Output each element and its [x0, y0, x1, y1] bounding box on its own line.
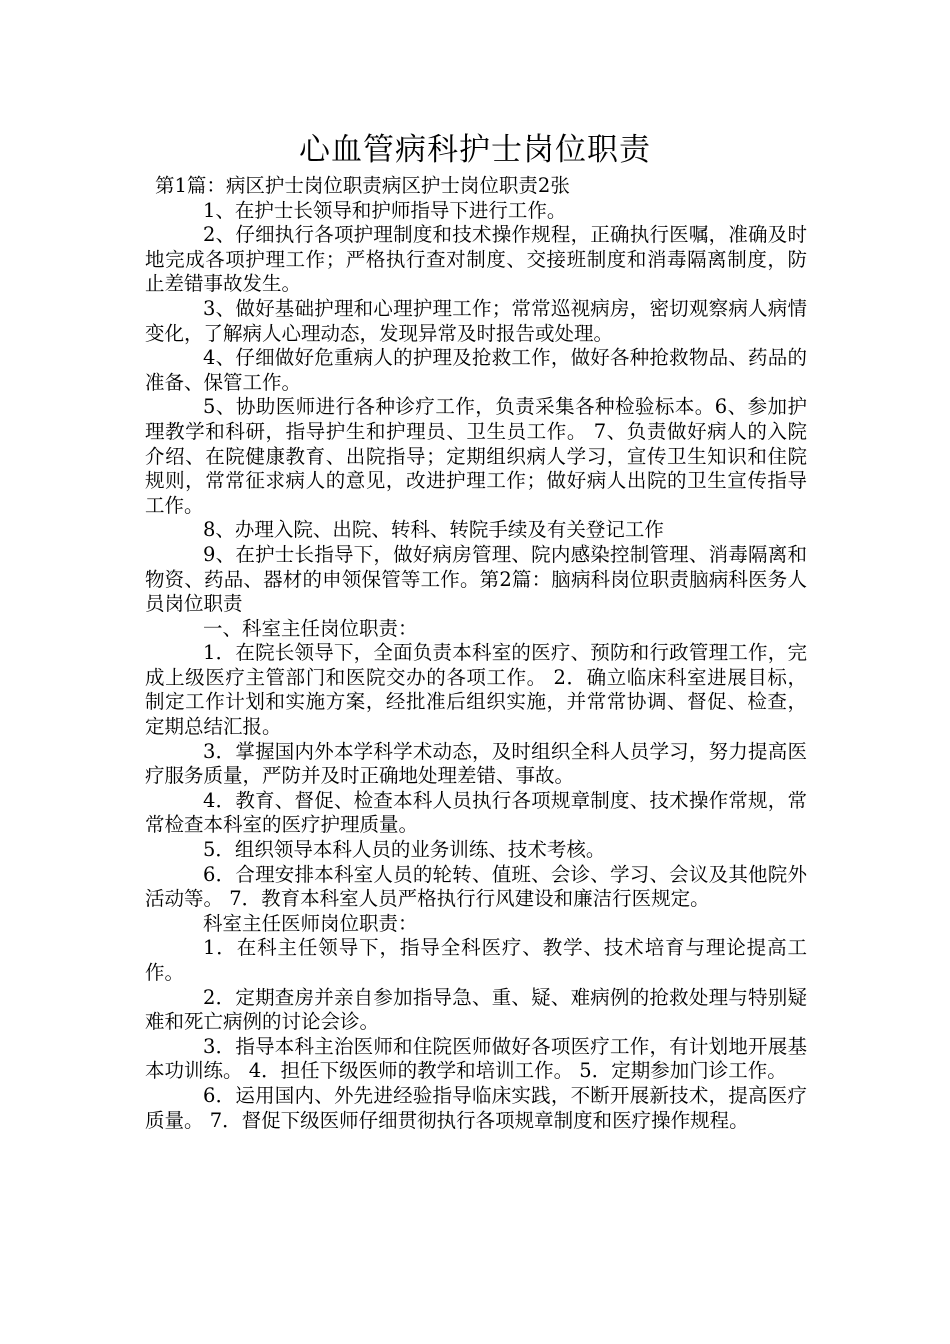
paragraph: 3．指导本科主治医师和住院医师做好各项医疗工作，有计划地开展基本功训练。 4．担任下级医师的教学和培训工作。 5．定期参加门诊工作。: [145, 1034, 807, 1083]
paragraph: 3．掌握国内外本学科学术动态，及时组织全科人员学习，努力提高医疗服务质量，严防并及时正确地处理差错、事故。: [145, 739, 807, 788]
document-body: [145, 174, 807, 1133]
paragraph: 6．合理安排本科室人员的轮转、值班、会诊、学习、会议及其他院外活动等。 7．教育本科室人员严格执行行风建设和廉洁行医规定。: [145, 862, 807, 911]
paragraph: 2．定期查房并亲自参加指导急、重、疑、难病例的抢救处理与特别疑难和死亡病例的讨论会诊。: [145, 985, 807, 1034]
paragraph: 1．在院长领导下，全面负责本科室的医疗、预防和行政管理工作，完成上级医疗主管部门和医院交办的各项工作。 2．确立临床科室进展目标，制定工作计划和实施方案，经批准后组织实施，并常常协调、督促、检查，定期总结汇报。: [145, 641, 807, 739]
section-heading-1: 第1篇：病区护士岗位职责病区护士岗位职责2张: [155, 174, 570, 197]
paragraph: 4、仔细做好危重病人的护理及抢救工作，做好各种抢救物品、药品的准备、保管工作。: [145, 346, 807, 394]
paragraph: 9、在护士长指导下，做好病房管理、院内感染控制管理、消毒隔离和物资、药品、器材的申领保管等工作。第2篇：脑病科岗位职责脑病科医务人员岗位职责: [145, 542, 807, 616]
paragraph: 2、仔细执行各项护理制度和技术操作规程，正确执行医嘱，准确及时地完成各项护理工作；严格执行查对制度、交接班制度和消毒隔离制度，防止差错事故发生。: [145, 223, 807, 296]
paragraph: 6．运用国内、外先进经验指导临床实践，不断开展新技术，提高医疗质量。 7．督促下级医师仔细贯彻执行各项规章制度和医疗操作规程。: [145, 1083, 807, 1132]
paragraph: 4．教育、督促、检查本科人员执行各项规章制度、技术操作常规，常常检查本科室的医疗护理质量。: [145, 788, 807, 837]
paragraph: 1、在护士长领导和护师指导下进行工作。: [203, 198, 567, 222]
paragraph: 5．组织领导本科人员的业务训练、技术考核。: [203, 838, 606, 862]
paragraph: 8、办理入院、出院、转科、转院手续及有关登记工作: [203, 518, 664, 542]
document-title: 心血管病科护士岗位职责: [299, 132, 651, 168]
subsection-heading: 科室主任医师岗位职责：: [203, 911, 418, 935]
subsection-heading: 一、科室主任岗位职责：: [203, 616, 418, 640]
paragraph: 5、协助医师进行各种诊疗工作，负责采集各种检验标本。6、参加护理教学和科研，指导护生和护理员、卫生员工作。 7、负责做好病人的入院介绍、在院健康教育、出院指导；定期组织病人学习，宣传卫生知识和住院规则，常常征求病人的意见，改进护理工作；做好病人出院的卫生宣传指导工作。: [145, 395, 807, 517]
paragraph: 1．在科主任领导下，指导全科医疗、教学、技术培育与理论提高工作。: [145, 936, 807, 984]
paragraph: 3、做好基础护理和心理护理工作；常常巡视病房，密切观察病人病情变化，了解病人心理动态，发现异常及时报告或处理。: [145, 296, 807, 345]
